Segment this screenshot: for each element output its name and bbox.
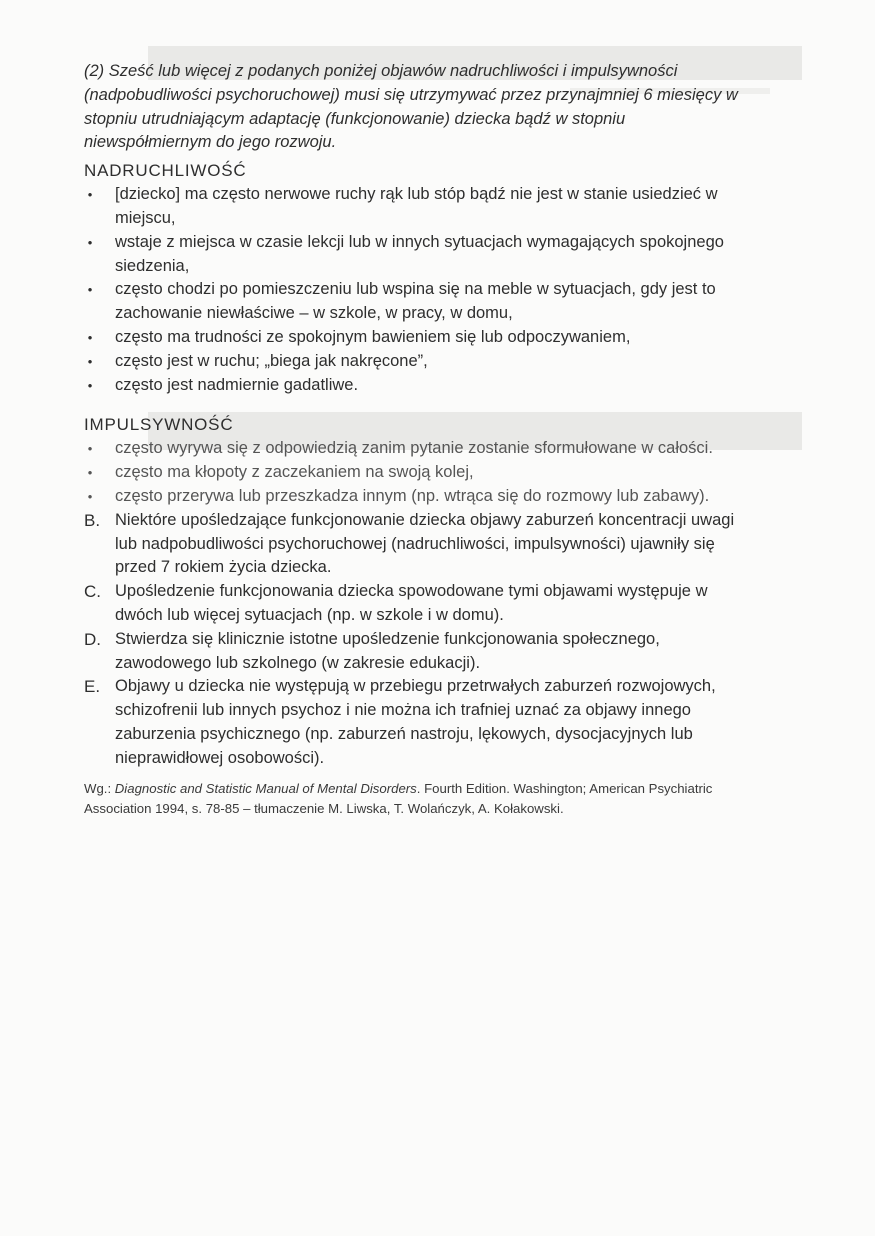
list-item-text: wstaje z miejsca w czasie lekcji lub w innych sytuacjach wymagających spokojnego siedzenia,: [115, 232, 724, 275]
list-item: [84, 461, 744, 485]
list-item-text: często jest nadmiernie gadatliwe.: [115, 375, 359, 394]
bullet-icon: •: [87, 488, 93, 504]
list-item: [84, 485, 744, 509]
bullet-icon: •: [87, 187, 93, 203]
bullet-icon: •: [87, 234, 93, 250]
list-item: [84, 231, 744, 279]
criterion-letter: E.: [84, 677, 101, 697]
source-details: . Fourth Edition. Washington; American Psychiatric Association 1994, s. 78-85 – tłumaczenie M. Liwska, T. Wolańczyk, A. Kołakowski.: [84, 780, 713, 816]
list-item-text: często jest w ruchu; „biega jak nakręcone”,: [115, 351, 428, 370]
impulsivity-list: [84, 437, 744, 508]
document-page: [84, 60, 744, 819]
list-item: [84, 350, 744, 374]
list-item: [84, 183, 744, 231]
criterion-item: [84, 509, 744, 580]
criterion-text: Upośledzenie funkcjonowania dziecka spowodowane tymi objawami występuje w dwóch lub więcej sytuacjach (np. w szkole i w domu).: [115, 582, 708, 624]
bullet-icon: •: [87, 329, 93, 345]
criterion-letter: D.: [84, 629, 101, 649]
criterion-text: Stwierdza się klinicznie istotne upośledzenie funkcjonowania społecznego, zawodowego lub szkolnego (w zakresie edukacji).: [115, 629, 660, 672]
criterion-letter: C.: [84, 582, 101, 602]
list-item: [84, 437, 744, 461]
list-item: [84, 374, 744, 398]
list-item: [84, 326, 744, 350]
bullet-icon: •: [87, 282, 93, 298]
impulsivity-heading: IMPULSYWNOŚĆ: [84, 415, 234, 435]
criteria-list: [84, 509, 744, 771]
hyperactivity-list: [84, 183, 744, 397]
criterion-letter: B.: [84, 510, 101, 530]
source-prefix: Wg.:: [84, 780, 115, 796]
bullet-icon: •: [87, 353, 93, 369]
bullet-icon: •: [87, 465, 93, 481]
intro-paragraph: (2) Sześć lub więcej z podanych poniżej objawów nadruchliwości i impulsywności (nadpobudliwości psychoruchowej) musi się utrzymywać przez przynajmniej 6 miesięcy w stopniu utrudniającym adaptację (funkcjonowanie) dziecka bądź w stopniu niewspółmiernym do jego rozwoju.: [84, 62, 738, 152]
list-item-text: często ma trudności ze spokojnym bawieniem się lub odpoczywaniem,: [115, 327, 631, 346]
list-item-text: często ma kłopoty z zaczekaniem na swoją kolej,: [115, 463, 474, 482]
criterion-item: [84, 675, 744, 770]
criterion-text: Niektóre upośledzające funkcjonowanie dziecka objawy zaburzeń koncentracji uwagi lub nadpobudliwości psychoruchowej (nadruchliwości, impulsywności) ujawniły się przed 7 rokiem życia dziecka.: [115, 510, 735, 577]
criterion-item: [84, 628, 744, 676]
criterion-item: [84, 580, 744, 628]
list-item-text: często wyrywa się z odpowiedzią zanim pytanie zostanie sformułowane w całości.: [115, 439, 713, 458]
list-item-text: często chodzi po pomieszczeniu lub wspina się na meble w sytuacjach, gdy jest to zachowanie niewłaściwe – w szkole, w pracy, w domu,: [115, 280, 716, 323]
source-citation: [84, 779, 744, 819]
bullet-icon: •: [87, 441, 93, 457]
list-item-text: często przerywa lub przeszkadza innym (np. wtrąca się do rozmowy lub zabawy).: [115, 486, 710, 505]
list-item-text: [dziecko] ma często nerwowe ruchy rąk lub stóp bądź nie jest w stanie usiedzieć w miejscu,: [115, 185, 718, 227]
bullet-icon: •: [87, 377, 93, 393]
list-item: [84, 278, 744, 326]
criterion-text: Objawy u dziecka nie występują w przebiegu przetrwałych zaburzeń rozwojowych, schizofrenii lub innych psychoz i nie można ich trafniej uznać za objawy innego zaburzenia psychicznego (np. zaburzeń nastroju, lękowych, dysocjacyjnych lub nieprawidłowej osobowości).: [115, 677, 716, 767]
source-title: Diagnostic and Statistic Manual of Mental Disorders: [114, 780, 417, 796]
hyperactivity-heading: NADRUCHLIWOŚĆ: [84, 161, 247, 181]
